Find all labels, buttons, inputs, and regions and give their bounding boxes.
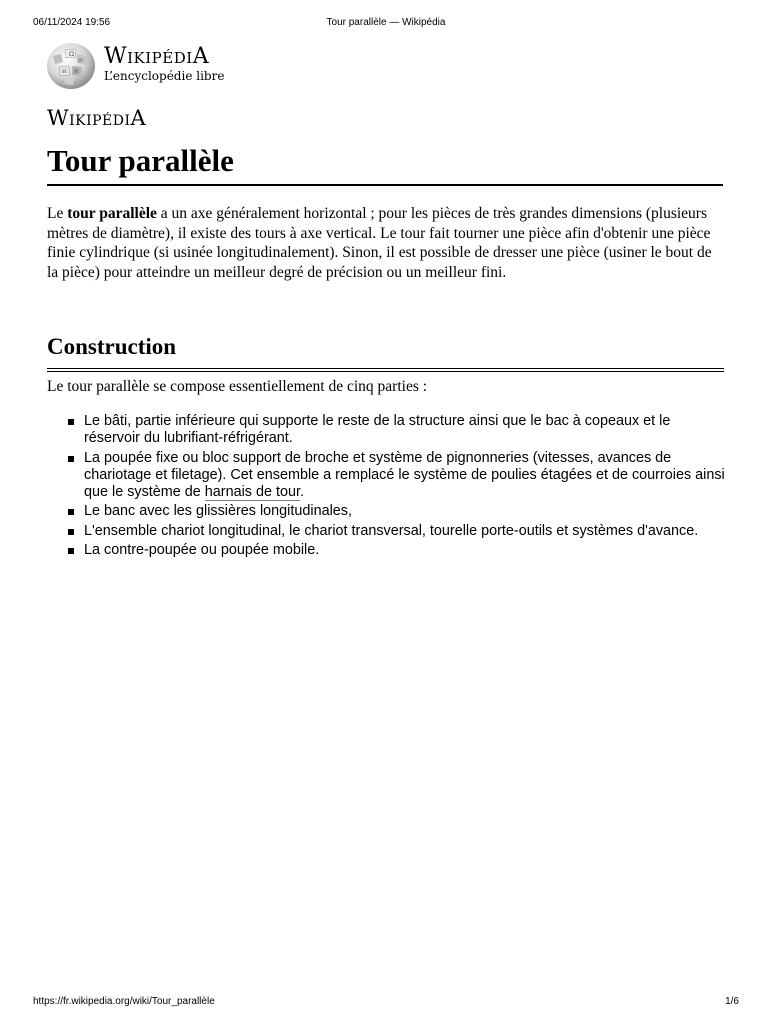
print-datetime: 06/11/2024 19:56 bbox=[33, 17, 111, 28]
svg-text:Ω: Ω bbox=[69, 51, 74, 58]
print-footer bbox=[33, 996, 739, 1010]
site-logo[interactable] bbox=[45, 40, 305, 90]
print-header bbox=[33, 17, 739, 31]
list-item: L'ensemble chariot longitudinal, le chariot transversal, tourelle porte-outils et systèmes d'avance. bbox=[67, 523, 727, 540]
bullet-icon bbox=[68, 509, 74, 515]
list-item: Le bâti, partie inférieure qui supporte le reste de la structure ainsi que le bac à copeaux et le réservoir du lubrifiant-réfrigérant. bbox=[67, 413, 727, 447]
svg-text:И: И bbox=[62, 69, 67, 75]
article-intro: Le tour parallèle a un axe généralement horizontal ; pour les pièces de très grandes dimensions (plusieurs mètres de diamètre), il existe des tours à axe vertical. Le tour fait tourner une pièce afin d'obtenir une pièce finie cylindrique (si usinée longitudinalement). Sinon, il est possible de dresser une pièce (usiner le bout de la pièce) pour atteindre un meilleur degré de précision ou un meilleur fini. bbox=[47, 205, 712, 281]
page-number: 1/6 bbox=[725, 996, 739, 1007]
print-url: https://fr.wikipedia.org/wiki/Tour_parallèle bbox=[33, 996, 215, 1007]
wikipedia-globe-icon bbox=[45, 42, 97, 90]
section-heading-construction: Construction bbox=[47, 332, 724, 372]
svg-text:維: 維 bbox=[74, 69, 80, 75]
svg-text:W: W bbox=[78, 58, 84, 64]
list-item: La poupée fixe ou bloc support de broche et système de pignonneries (vitesses, avances de chariotage et filetage). Cet ensemble a remplacé le système de poulies étagées et de courroies ainsi que le système de harnais de tour. bbox=[67, 450, 727, 501]
link-harnais-de-tour[interactable]: harnais de tour bbox=[204, 483, 301, 500]
section-intro: Le tour parallèle se compose essentiellement de cinq parties : bbox=[47, 378, 428, 395]
page-title: Tour parallèle bbox=[47, 141, 723, 186]
bullet-icon bbox=[68, 548, 74, 554]
logo-tagline: L’encyclopédie libre bbox=[104, 69, 225, 83]
intro-bold-term: tour parallèle bbox=[67, 205, 157, 222]
print-doc-title: Tour parallèle — Wikipédia bbox=[326, 17, 446, 28]
parts-list bbox=[67, 413, 727, 562]
list-item: La contre-poupée ou poupée mobile. bbox=[67, 542, 727, 559]
print-wordmark: WIKIPÉDIA bbox=[47, 106, 147, 130]
list-item: Le banc avec les glissières longitudinales, bbox=[67, 503, 727, 520]
bullet-icon bbox=[68, 456, 74, 462]
bullet-icon bbox=[68, 419, 74, 425]
logo-wordmark: WIKIPÉDIA bbox=[104, 44, 210, 69]
bullet-icon bbox=[68, 529, 74, 535]
